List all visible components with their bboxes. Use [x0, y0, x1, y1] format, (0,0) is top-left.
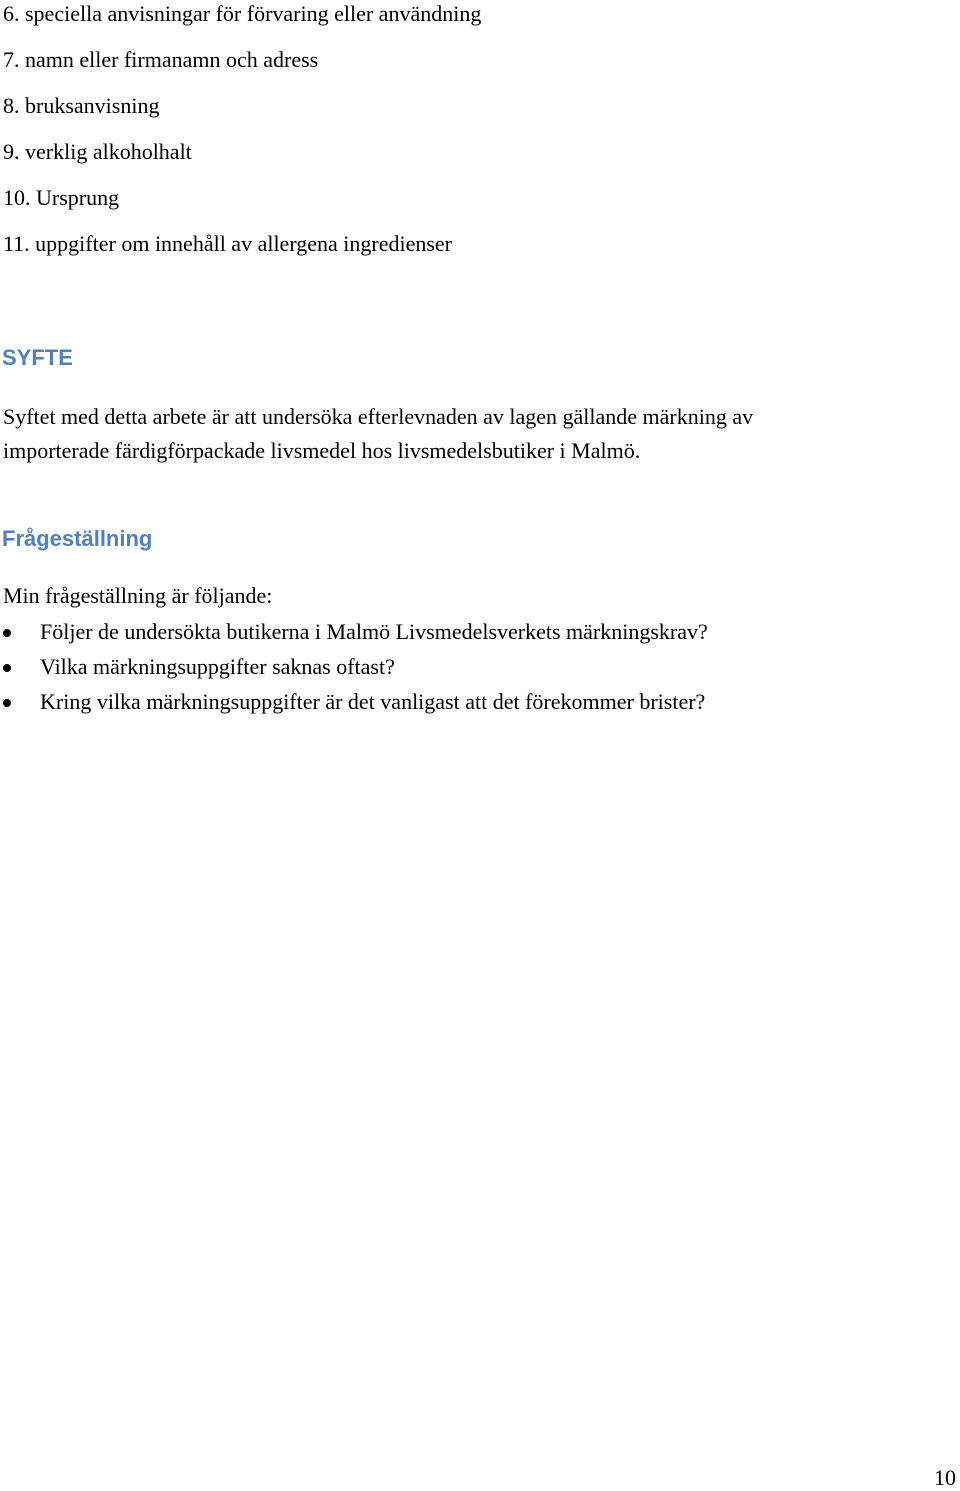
bullet-icon — [3, 699, 11, 707]
fragestallning-intro: Min frågeställning är följande: — [3, 583, 273, 608]
page-number: 10 — [934, 1465, 956, 1490]
list-item-9: 9. verklig alkoholhalt — [3, 139, 192, 164]
bullet-text: Kring vilka märkningsuppgifter är det vanligast att det förekommer brister? — [40, 689, 706, 714]
list-item-6: 6. speciella anvisningar för förvaring eller användning — [3, 1, 482, 26]
list-item-10: 10. Ursprung — [3, 185, 120, 210]
list-item-7: 7. namn eller firmanamn och adress — [3, 47, 319, 72]
bullet-icon — [3, 664, 11, 672]
bullet-text: Följer de undersökta butikerna i Malmö Livsmedelsverkets märkningskrav? — [40, 619, 708, 644]
syfte-paragraph-line-2: importerade färdigförpackade livsmedel hos livsmedelsbutiker i Malmö. — [3, 438, 641, 463]
list-item-8: 8. bruksanvisning — [3, 93, 160, 118]
syfte-paragraph-line-1: Syftet med detta arbete är att undersöka efterlevnaden av lagen gällande märkning av — [3, 404, 754, 429]
section-heading-syfte: SYFTE — [2, 345, 73, 370]
bullet-icon — [3, 629, 11, 637]
section-heading-fragestallning: Frågeställning — [2, 526, 153, 551]
list-item-11: 11. uppgifter om innehåll av allergena ingredienser — [3, 231, 453, 256]
bullet-text: Vilka märkningsuppgifter saknas oftast? — [40, 654, 395, 679]
